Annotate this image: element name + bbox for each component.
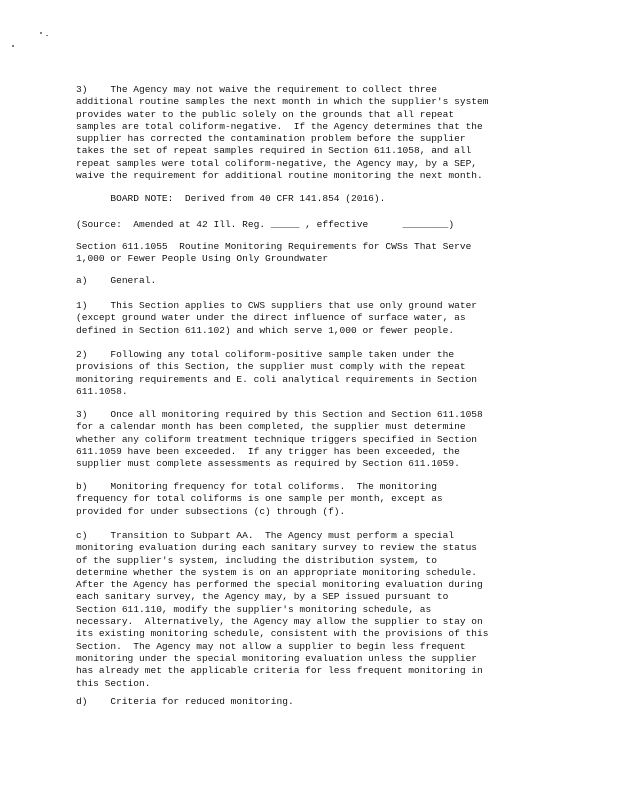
section-heading: Section 611.1055 Routine Monitoring Requirements for CWSs That Serve 1,000 or Fewer People Using Only Groundwater	[76, 241, 472, 265]
item-1: 1) This Section applies to CWS suppliers that use only ground water (except ground water under the direct influence of surface water, as defined in Section 611.102) and which serve 1,000 or fewer people.	[76, 300, 478, 336]
subsection-a: a) General.	[76, 275, 157, 286]
item-3: 3) Once all monitoring required by this Section and Section 611.1058 for a calendar month has been completed, the supplier must determine whether any coliform treatment technique triggers specified in Section 611.1059 have been exceeded. If any trigger has been exceeded, the supplier must complete assessments as required by Section 611.1059.	[76, 409, 483, 470]
item-2: 2) Following any total coliform-positive sample taken under the provisions of this Section, the supplier must comply with the repeat monitoring requirements and E. coli analytical requirements in Section 611.1058.	[76, 349, 478, 397]
subsection-d: d) Criteria for reduced monitoring.	[76, 696, 294, 707]
scan-speck	[46, 35, 48, 36]
subsection-c: c) Transition to Subpart AA. The Agency must perform a special monitoring evaluation during each sanitary survey to review the status of the supplier's system, including the distribution system, to determine whether the system is on an appropriate monitoring schedule. After the Agency has performed the special monitoring evaluation during each sanitary survey, the Agency may, by a SEP issued pursuant to Section 611.110, modify the supplier's monitoring schedule, as necessary. Alternatively, the Agency may allow the supplier to stay on its existing monitoring schedule, consistent with the provisions of this Section. The Agency may not allow a supplier to begin less frequent monitoring under the special monitoring evaluation unless the supplier has already met the applicable criteria for less frequent monitoring in this Section.	[76, 530, 489, 689]
board-note: BOARD NOTE: Derived from 40 CFR 141.854 (2016).	[76, 193, 386, 204]
paragraph-waiver: 3) The Agency may not waive the requirement to collect three additional routine samples the next month in which the supplier's system provides water to the public solely on the grounds that all repeat samples are total coliform-negative. If the Agency determines that the supplier has corrected the contamination problem before the supplier takes the set of repeat samples required in Section 611.1058, and all repeat samples were total coliform-negative, the Agency may, by a SEP, waive the requirement for additional routine monitoring the next month.	[76, 84, 489, 182]
source-note: (Source: Amended at 42 Ill. Reg. _____ , effective ________)	[76, 219, 455, 230]
subsection-b: b) Monitoring frequency for total coliforms. The monitoring frequency for total coliforms is one sample per month, except as provided for under subsections (c) through (f).	[76, 481, 443, 517]
scan-speck	[40, 32, 42, 34]
scan-speck	[12, 45, 14, 47]
